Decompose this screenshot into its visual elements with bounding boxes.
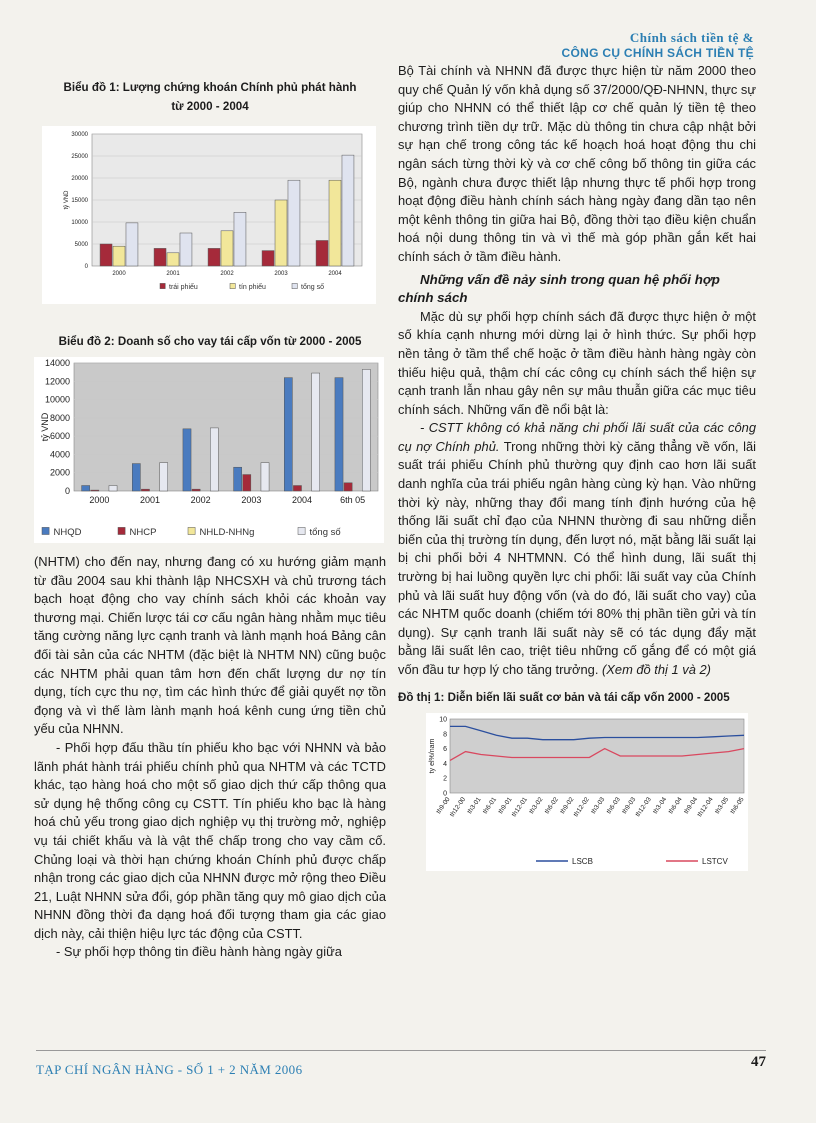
chart2-bar-1 (344, 483, 352, 491)
chart3-legend-label: LSCB (572, 856, 593, 866)
chart1-x-tick: 2002 (220, 271, 234, 277)
chart3-x-tick: th12-03 (634, 795, 653, 818)
chart2-bar-3 (160, 463, 168, 491)
chart2-bar-0 (284, 378, 292, 491)
chart1-x-tick: 2001 (166, 271, 180, 277)
chart3-legend-label: LSTCV (702, 856, 728, 866)
chart3-x-tick: th6-01 (481, 795, 499, 815)
chart3-x-tick: th9-02 (559, 795, 576, 815)
chart3-x-tick: th3-03 (590, 795, 607, 815)
chart1-bar-2 (234, 212, 246, 266)
chart3-x-tick: th3-02 (528, 795, 545, 815)
chart1-caption-line2: từ 2000 - 2004 (171, 100, 249, 113)
chart2-bar-3 (312, 373, 320, 491)
chart2-bar-0 (132, 464, 140, 491)
chart2-bar-1 (293, 486, 301, 491)
chart1-x-tick: 2000 (112, 271, 126, 277)
chart1-bar-1 (167, 253, 179, 266)
chart2-x-tick: 2003 (241, 495, 262, 505)
chart1-legend-label: trái phiếu (169, 284, 198, 291)
left-column (34, 78, 386, 962)
chart3-y-axis-label: ty el%/nam (429, 738, 436, 773)
chart1-y-axis-label: tỷ VND (64, 190, 70, 210)
chart3-x-tick: th3-05 (713, 795, 731, 815)
chart1-bar-0 (316, 240, 328, 266)
chart1-legend-swatch (160, 283, 165, 288)
chart1-y-tick: 30000 (71, 132, 88, 138)
right-paragraph-3-italic: - CSTT không có khả năng chi phối lãi suất của các công cụ nợ Chính phủ. (398, 420, 756, 454)
chart2-legend-label: NHQD (53, 527, 82, 538)
chart2-bar-1 (141, 489, 149, 491)
chart1-y-tick: 0 (84, 264, 88, 270)
chart3 (426, 713, 748, 871)
chart2-bar-3 (109, 486, 117, 491)
chart2-legend-swatch (298, 527, 305, 534)
chart2-bar-3 (362, 369, 370, 491)
chart1-bar-1 (329, 180, 341, 266)
right-paragraph-1: Bộ Tài chính và NHNN đã được thực hiện từ năm 2000 theo quy chế Quản lý vốn khả dụng số 37/2000/QĐ-NHNN, thực sự giúp cho NHNN có thể thiết lập cơ chế quản lý tiền tệ theo chương trình tiền dự trữ. Mặc dù thông tin chưa cập nhật bởi sự hạn chế trong công tác kế hoạch hoá hoạt động thu chi ngân sách từng thời kỳ và cơ chế công bố thông tin giữa các Bộ, ngành chưa được thiết lập nhưng thực tế phối hợp trong hoạt động điều hành chính sách hàng ngày đang dần tạo nên một kênh thông tin giữa hai Bộ, đồng thời tạo điều kiện chuẩn hoá nội dung thông tin và vì thế mà góp phần gắn kết hai chính sách ở tầm điều hành. (398, 63, 756, 264)
chart1-legend-label: tín phiếu (239, 284, 266, 291)
chart2-caption: Biểu đồ 2: Doanh số cho vay tái cấp vốn từ 2000 - 2005 (58, 335, 362, 348)
chart2-x-tick: 2000 (89, 495, 110, 505)
chart3-x-tick: th12-01 (510, 795, 530, 818)
chart1-bar-2 (342, 155, 354, 266)
chart3-x-tick: th6-04 (667, 795, 684, 815)
left-paragraph-3: - Sự phối hợp thông tin điều hành hàng ngày giữa (56, 944, 342, 960)
section-header-line1: Chính sách tiền tệ & (629, 30, 754, 45)
chart3-x-tick: th3-04 (651, 795, 669, 815)
chart2-legend-label: NHLD-NHNg (199, 527, 255, 538)
chart1-bar-0 (208, 248, 220, 266)
chart2-svg (34, 357, 384, 543)
chart2-bar-0 (82, 486, 90, 491)
section-header (562, 30, 754, 60)
chart3-x-tick: th3-01 (466, 795, 483, 815)
chart3-y-tick: 10 (439, 716, 447, 724)
chart3-y-tick: 6 (443, 745, 447, 753)
chart2-bar-0 (335, 378, 343, 491)
chart1-bar-2 (180, 233, 192, 266)
section-header-line2: CÔNG CỤ CHÍNH SÁCH TIỀN TỆ (561, 46, 754, 60)
chart2-x-tick: 2001 (139, 495, 161, 505)
chart2-legend-swatch (188, 527, 195, 534)
chart2-bar-1 (91, 490, 99, 491)
chart2-y-tick: 2000 (49, 467, 70, 478)
chart2 (34, 357, 384, 543)
chart2-bar-0 (183, 429, 191, 491)
chart1-bar-1 (221, 231, 233, 266)
right-paragraph-3 (398, 419, 756, 679)
chart1-y-tick: 20000 (71, 176, 88, 182)
chart1-bar-1 (113, 246, 125, 266)
chart3-x-tick: th12-00 (448, 795, 468, 818)
chart2-legend-label: tổng số (309, 527, 341, 538)
left-paragraph-1: (NHTM) cho đến nay, nhưng đang có xu hướng giảm mạnh từ đầu 2004 sau khi thành lập NHCSXH và chủ trương tách bạch hoạt động cho vay chính sách khỏi các khoản vay thương mại. Chiến lược tái cơ cấu ngân hàng nhằm mục tiêu tăng cường năng lực cạnh tranh và lành mạnh hoá Bảng cân đối tài sản của các NHTM (đặc biệt là NHTM NN) cũng buộc các NHTM phải quan tâm hơn đến chất lượng dư nợ tín dụng, tích cực thu nợ, tìm các hình thức để giải quyết nợ tồn đọng và vì thế làm lành mạnh hoá kênh cung ứng tiền chủ yếu của NHNN. (34, 554, 386, 737)
chart3-y-tick: 0 (443, 790, 447, 798)
chart1-bar-2 (126, 223, 138, 266)
chart1-caption (34, 78, 386, 116)
chart1-bar-0 (262, 251, 274, 266)
chart2-x-tick: 2002 (190, 495, 211, 505)
section-subheading: Những vấn đề nảy sinh trong quan hệ phối hợp chính sách (398, 271, 720, 306)
chart3-y-tick: 8 (443, 730, 447, 738)
chart1-y-tick: 5000 (74, 242, 88, 248)
chart3-x-tick: th9-00 (435, 795, 452, 815)
chart2-bar-0 (234, 467, 242, 491)
chart1-bar-0 (100, 244, 112, 266)
chart1-bar-2 (288, 180, 300, 266)
chart1-legend-swatch (292, 283, 297, 288)
chart1-svg (42, 126, 376, 304)
chart2-y-tick: 14000 (44, 358, 70, 368)
chart3-svg (426, 713, 748, 871)
chart2-legend-label: NHCP (129, 527, 157, 538)
chart3-x-tick: th9-01 (497, 795, 514, 815)
chart2-y-axis-label: tỷ VND (40, 412, 50, 442)
chart2-y-tick: 10000 (44, 394, 70, 405)
chart1-y-tick: 10000 (71, 220, 88, 226)
chart2-bar-3 (261, 463, 269, 491)
chart3-x-tick: th6-02 (543, 795, 560, 815)
chart2-legend-swatch (42, 527, 49, 534)
chart1-y-tick: 25000 (71, 154, 88, 160)
chart1-x-tick: 2004 (328, 271, 342, 277)
chart1-bar-0 (154, 248, 166, 266)
left-paragraph-2: - Phối hợp đấu thầu tín phiếu kho bạc với NHNN và bảo lãnh phát hành trái phiếu chính phủ qua NHTM và các TCTD khác, tạo hàng hoá cho một số giao dịch thứ cấp thông qua sử dụng hệ thống công cụ CSTT. Tín phiếu kho bạc là hàng hoá chủ yếu trong giao dịch nghiệp vụ thị trường mở, nghiệp vụ tái chiết khấu và là vật thế chấp trong cho vay cầm cố. Chủng loại và thời hạn chứng khoán Chính phủ được chấp nhận trong các giao dịch của NHNN được mở rộng theo Điều 21, Luật NHNN sửa đổi, góp phần tăng quy mô giao dịch của NHNN đồng thời đa dạng hoá đối tượng tham gia các giao dịch này, cải thiện hiệu lực tác động của CSTT. (34, 739, 386, 941)
footer-rule (36, 1050, 766, 1051)
chart2-y-tick: 0 (64, 486, 70, 496)
chart1 (42, 126, 376, 304)
chart1-caption-line1: Biểu đồ 1: Lượng chứng khoán Chính phủ phát hành (63, 81, 357, 94)
chart2-bar-3 (210, 428, 218, 491)
chart3-caption: Đồ thị 1: Diễn biến lãi suất cơ bản và tái cấp vốn 2000 - 2005 (398, 690, 730, 704)
right-paragraph-2: Mặc dù sự phối hợp chính sách đã được thực hiện ở một số khía cạnh nhưng mới dừng lại ở hình thức. Sự phối hợp nền tảng ở tầm thể chế hoặc ở tầm điều hành hàng ngày còn thiếu hiệu quả, thậm chí các công cụ chính sách thể hiện sự cạnh tranh lẫn nhau gây nên sự mâu thuẫn giữa các mục tiêu chính sách. Những vấn đề nổi bật là: (398, 308, 756, 417)
chart2-x-tick: 6th 05 (340, 495, 366, 505)
right-column (398, 62, 756, 871)
chart3-x-tick: th12-02 (572, 795, 591, 818)
chart2-bar-1 (192, 489, 200, 491)
chart3-y-tick: 2 (443, 775, 447, 783)
chart3-y-tick: 4 (443, 760, 447, 768)
chart3-x-tick: th6-03 (605, 795, 622, 815)
chart2-y-tick: 12000 (44, 376, 70, 387)
right-paragraph-3-ref: (Xem đồ thị 1 và 2) (598, 662, 711, 677)
chart2-y-tick: 8000 (49, 412, 70, 423)
chart2-bar-1 (243, 475, 251, 491)
chart1-x-tick: 2003 (274, 271, 288, 277)
chart1-legend-label: tổng số (301, 284, 324, 291)
chart2-legend-swatch (118, 527, 125, 534)
page-number: 47 (751, 1054, 766, 1070)
chart3-x-tick: th12-04 (696, 795, 715, 818)
chart1-bar-1 (275, 200, 287, 266)
chart2-plot-area (74, 363, 378, 491)
chart2-y-tick: 4000 (49, 449, 70, 460)
chart3-x-tick: th9-03 (621, 795, 638, 815)
chart2-x-tick: 2004 (291, 495, 313, 505)
chart1-y-tick: 15000 (71, 198, 88, 204)
chart1-legend-swatch (230, 283, 235, 288)
chart2-y-tick: 6000 (49, 431, 70, 442)
chart3-x-tick: th9-04 (682, 795, 700, 815)
chart3-x-tick: th6-05 (729, 795, 746, 815)
journal-name: TẠP CHÍ NGÂN HÀNG - SỐ 1 + 2 NĂM 2006 (36, 1062, 303, 1077)
right-paragraph-3-body: Trong những thời kỳ căng thẳng về vốn, lãi suất trái phiếu Chính phủ thường quy định cao hơn lãi suất danh nghĩa của trái phiếu ngân hàng cùng kỳ hạn. Vào những thời kỳ này, những thay đổi mang tính định hướng của hệ thống lãi suất chỉ đạo của NHNN thường đi sau những diễn biến của thị trường tín dụng, đến lượt nó, mặt bằng lãi suất lại bị chi phối bởi 4 NHTMNN. Có thể hình dung, lãi suất thị trường bị hai luồng quyền lực chi phối: lãi suất vay của Chính phủ và lãi suất huy động vốn (và do đó, lãi suất cho vay) của các NHTM quốc doanh (chiếm tới 80% thị phần tiền gửi và tín dụng). Sự cạnh tranh lãi suất này sẽ có tác dụng đẩy mặt bằng lãi suất lên cao, triệt tiêu những cố gắng để có một giá vốn đầu tư hợp lý cho tăng trưởng. (398, 438, 756, 677)
